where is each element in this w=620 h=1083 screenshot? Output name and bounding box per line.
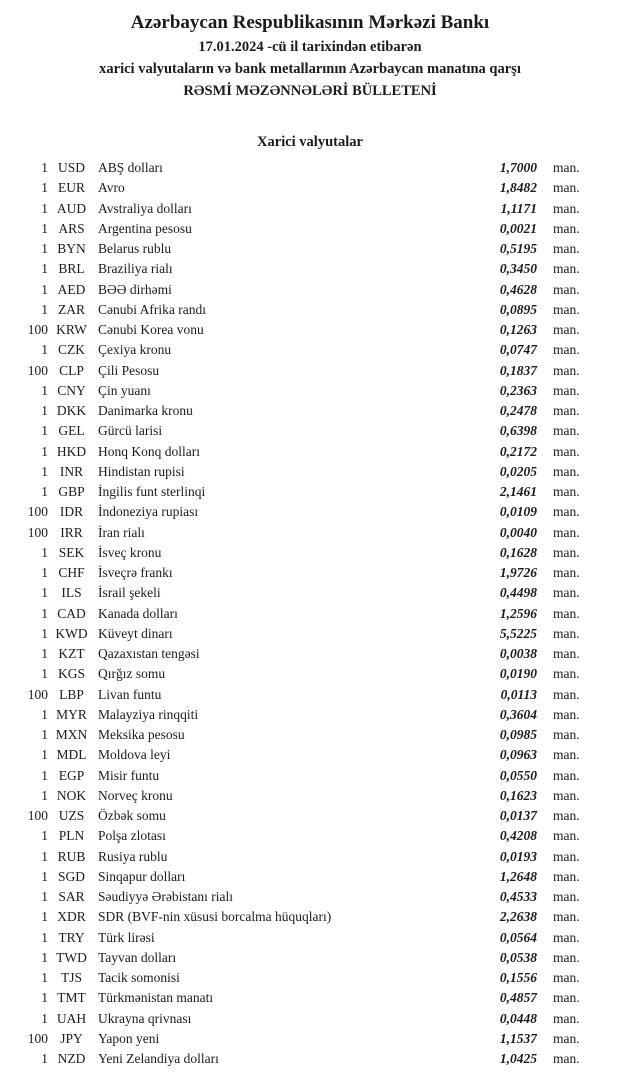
unit-label: man. [553, 1030, 580, 1046]
currency-name: İsrail şekeli [98, 585, 161, 601]
unit-label: man. [553, 342, 580, 358]
rate-value: 0,0113 [500, 686, 537, 702]
unit-label: man. [553, 241, 580, 256]
currency-name: Argentina pesosu [98, 220, 192, 236]
unit-label: man. [553, 504, 580, 520]
unit-label: man. [553, 382, 580, 398]
currency-name: Misir funtu [98, 767, 160, 783]
table-row [0, 259, 620, 279]
currency-name: Malayziya rinqqiti [98, 706, 199, 722]
currency-name: Cənubi Korea vonu [98, 322, 204, 337]
rate-value: 0,0747 [499, 342, 537, 358]
unit-label: man. [553, 949, 580, 965]
currency-name: Tacik somonisi [98, 970, 180, 985]
quantity-value: 1 [41, 706, 48, 722]
quantity-value: 1 [41, 585, 48, 601]
quantity-value: 1 [41, 261, 48, 277]
rate-value: 0,2363 [499, 382, 537, 398]
rate-value: 1,1537 [499, 1030, 537, 1046]
currency-code: UZS [58, 808, 85, 823]
rate-value: 0,0109 [499, 504, 537, 520]
currency-code: CNY [57, 382, 86, 398]
table-row [0, 1009, 620, 1029]
currency-name: Türkmənistan manatı [98, 990, 214, 1006]
currency-code: DKK [56, 403, 87, 418]
currency-code: GEL [58, 423, 85, 439]
currency-name: Belarus rublu [98, 241, 172, 256]
section-title-foreign-currencies: Xarici valyutalar [257, 134, 363, 150]
currency-code: CHF [58, 565, 85, 580]
currency-name: İsveç kronu [98, 544, 162, 560]
rate-value: 0,4628 [499, 281, 537, 297]
rate-value: 1,1171 [500, 200, 537, 216]
currency-code: JPY [60, 1030, 83, 1046]
table-row [0, 928, 620, 948]
unit-label: man. [553, 848, 580, 864]
rate-value: 0,4208 [499, 828, 537, 844]
unit-label: man. [553, 605, 580, 621]
unit-label: man. [553, 808, 580, 823]
rate-value: 0,0895 [499, 301, 537, 317]
quantity-value: 1 [41, 970, 48, 985]
table-row [0, 320, 620, 340]
unit-label: man. [553, 1010, 580, 1026]
effective-date-line: 17.01.2024 -cü il tarixindən etibarən [198, 39, 422, 55]
currency-name: Yeni Zelandiya dolları [98, 1051, 219, 1066]
unit-label: man. [553, 220, 580, 236]
rate-value: 0,1623 [499, 787, 537, 803]
quantity-value: 1 [41, 909, 48, 925]
rate-value: 0,6398 [499, 423, 537, 439]
currency-name: Küveyt dinarı [98, 625, 173, 641]
quantity-value: 1 [41, 1010, 48, 1026]
table-row [0, 847, 620, 867]
rate-value: 0,4857 [499, 990, 537, 1006]
unit-label: man. [553, 706, 580, 722]
rate-value: 0,0040 [499, 524, 537, 540]
currency-code: GBP [58, 484, 85, 499]
rate-value: 1,9726 [499, 565, 537, 580]
unit-label: man. [553, 787, 580, 803]
table-row [0, 340, 620, 360]
bulletin-subtitle: xarici valyutaların və bank metallarının Azərbaycan manatına qarşı [99, 61, 521, 77]
quantity-value: 100 [27, 524, 48, 540]
unit-label: man. [553, 322, 580, 337]
table-row [0, 644, 620, 664]
rate-value: 0,4498 [499, 585, 537, 601]
currency-code: EGP [58, 767, 85, 783]
unit-label: man. [553, 585, 580, 601]
currency-code: XDR [57, 909, 86, 925]
currency-name: Braziliya rialı [98, 261, 173, 277]
currency-code: KRW [56, 322, 87, 337]
currency-name: Ukrayna qrivnası [98, 1010, 192, 1026]
table-row [0, 523, 620, 543]
quantity-value: 1 [41, 666, 48, 682]
quantity-value: 1 [41, 848, 48, 864]
table-row [0, 725, 620, 745]
table-row [0, 361, 620, 381]
currency-name: Cənubi Afrika randı [98, 301, 206, 317]
currency-name: Norveç kronu [98, 787, 173, 803]
rate-value: 0,1837 [499, 362, 537, 378]
table-row [0, 907, 620, 927]
rate-value: 0,3604 [499, 706, 537, 722]
unit-label: man. [553, 686, 580, 702]
currency-name: Səudiyyə Ərəbistanı rialı [98, 889, 233, 904]
table-row [0, 705, 620, 725]
currency-code: HKD [56, 443, 87, 459]
currency-name: Qırğız somu [98, 666, 166, 682]
currency-code: TMT [57, 990, 86, 1006]
currency-name: Özbək somu [98, 808, 166, 823]
table-row [0, 664, 620, 684]
rate-value: 0,0038 [499, 646, 537, 661]
rate-value: 0,0963 [499, 747, 537, 763]
rate-value: 0,0448 [499, 1010, 537, 1026]
quantity-value: 1 [41, 990, 48, 1006]
quantity-value: 1 [41, 889, 48, 904]
quantity-value: 1 [41, 241, 48, 256]
currency-name: Türk lirəsi [98, 929, 155, 945]
quantity-value: 100 [27, 322, 48, 337]
unit-label: man. [553, 484, 580, 499]
quantity-value: 1 [41, 565, 48, 580]
quantity-value: 1 [41, 423, 48, 439]
currency-name: Sinqapur dolları [98, 868, 186, 884]
unit-label: man. [553, 524, 580, 540]
rate-value: 0,4533 [499, 889, 537, 904]
quantity-value: 1 [41, 484, 48, 499]
unit-label: man. [553, 403, 580, 418]
currency-name: Kanada dolları [98, 605, 178, 621]
table-row [0, 381, 620, 401]
currency-code: INR [59, 463, 84, 479]
currency-name: Avro [98, 180, 125, 196]
quantity-value: 1 [41, 160, 48, 175]
table-row [0, 1049, 620, 1069]
table-row [0, 766, 620, 786]
exchange-rates-table [0, 158, 620, 1069]
table-row [0, 948, 620, 968]
currency-code: KZT [58, 646, 85, 661]
currency-name: ABŞ dolları [98, 160, 163, 175]
currency-name: Moldova leyi [98, 747, 171, 763]
rate-value: 0,3450 [499, 261, 537, 277]
unit-label: man. [553, 929, 580, 945]
rate-value: 0,0021 [499, 220, 537, 236]
currency-code: IRR [60, 524, 83, 540]
unit-label: man. [553, 544, 580, 560]
unit-label: man. [553, 301, 580, 317]
currency-code: CLP [59, 362, 84, 378]
unit-label: man. [553, 180, 580, 196]
unit-label: man. [553, 767, 580, 783]
unit-label: man. [553, 990, 580, 1006]
currency-code: TRY [58, 929, 85, 945]
unit-label: man. [553, 646, 580, 661]
table-row [0, 1029, 620, 1049]
unit-label: man. [553, 970, 580, 985]
table-row [0, 421, 620, 441]
currency-name: İngilis funt sterlinqi [98, 484, 206, 499]
currency-code: TJS [60, 970, 82, 985]
currency-name: Çexiya kronu [98, 342, 172, 358]
currency-code: UAH [56, 1010, 87, 1026]
rate-value: 0,0985 [499, 727, 537, 742]
currency-name: Meksika pesosu [98, 727, 185, 742]
rate-value: 0,0550 [499, 767, 537, 783]
currency-name: Yapon yeni [98, 1030, 160, 1046]
quantity-value: 1 [41, 403, 48, 418]
currency-code: CZK [58, 342, 85, 358]
currency-name: Gürcü larisi [98, 423, 163, 439]
table-row [0, 806, 620, 826]
quantity-value: 1 [41, 180, 48, 196]
table-row [0, 178, 620, 198]
currency-code: ARS [58, 220, 85, 236]
rate-value: 0,5195 [499, 241, 537, 256]
currency-name: Çin yuanı [98, 382, 151, 398]
quantity-value: 1 [41, 544, 48, 560]
bulletin-title: RƏSMİ MƏZƏNNƏLƏRİ BÜLLETENİ [183, 83, 437, 99]
quantity-value: 1 [41, 625, 48, 641]
table-row [0, 786, 620, 806]
table-row [0, 826, 620, 846]
quantity-value: 1 [41, 949, 48, 965]
currency-code: PLN [58, 828, 85, 844]
quantity-value: 1 [41, 828, 48, 844]
currency-name: SDR (BVF-nin xüsusi borcalma hüquqları) [98, 909, 332, 925]
rate-value: 0,2478 [499, 403, 537, 418]
quantity-value: 1 [41, 1051, 48, 1066]
currency-code: ILS [61, 585, 82, 601]
currency-name: İndoneziya rupiası [98, 504, 199, 520]
currency-code: MXN [55, 727, 88, 742]
currency-name: İsveçrə frankı [98, 565, 173, 580]
currency-code: ZAR [58, 301, 85, 317]
table-row [0, 543, 620, 563]
rate-value: 0,0193 [499, 848, 537, 864]
quantity-value: 1 [41, 747, 48, 763]
currency-name: Tayvan dolları [98, 949, 177, 965]
quantity-value: 1 [41, 727, 48, 742]
table-row [0, 887, 620, 907]
quantity-value: 100 [27, 808, 48, 823]
table-row [0, 482, 620, 502]
currency-code: SGD [57, 868, 85, 884]
currency-name: Danimarka kronu [98, 403, 193, 418]
rate-value: 0,1263 [499, 322, 537, 337]
table-row [0, 442, 620, 462]
unit-label: man. [553, 261, 580, 277]
rate-value: 0,1556 [499, 970, 537, 985]
currency-name: İran rialı [98, 524, 145, 540]
currency-code: TWD [56, 949, 87, 965]
unit-label: man. [553, 747, 580, 763]
currency-name: Avstraliya dolları [98, 200, 192, 216]
unit-label: man. [553, 666, 580, 682]
rate-value: 0,2172 [499, 443, 537, 459]
rate-value: 0,0564 [499, 929, 537, 945]
currency-code: AUD [56, 200, 87, 216]
quantity-value: 1 [41, 382, 48, 398]
currency-name: BƏƏ dirhəmi [98, 281, 172, 297]
quantity-value: 1 [41, 443, 48, 459]
unit-label: man. [553, 423, 580, 439]
rate-value: 0,1628 [499, 544, 537, 560]
table-row [0, 239, 620, 259]
rate-value: 1,8482 [499, 180, 537, 196]
currency-name: Rusiya rublu [98, 848, 168, 864]
currency-code: NZD [57, 1051, 86, 1066]
quantity-value: 100 [27, 504, 48, 520]
currency-code: AED [57, 281, 86, 297]
quantity-value: 1 [41, 646, 48, 661]
currency-code: LBP [59, 686, 84, 702]
unit-label: man. [553, 828, 580, 844]
table-row [0, 604, 620, 624]
quantity-value: 1 [41, 605, 48, 621]
table-row [0, 988, 620, 1008]
currency-code: CAD [57, 605, 86, 621]
unit-label: man. [553, 443, 580, 459]
currency-code: RUB [57, 848, 86, 864]
table-row [0, 158, 620, 178]
unit-label: man. [553, 160, 580, 175]
quantity-value: 1 [41, 463, 48, 479]
table-row [0, 462, 620, 482]
unit-label: man. [553, 281, 580, 297]
unit-label: man. [553, 909, 580, 925]
table-row [0, 300, 620, 320]
table-row [0, 583, 620, 603]
currency-code: NOK [56, 787, 87, 803]
table-row [0, 502, 620, 522]
unit-label: man. [553, 868, 580, 884]
currency-name: Çili Pesosu [98, 362, 160, 378]
rate-value: 1,7000 [499, 160, 537, 175]
currency-code: KGS [57, 666, 85, 682]
rate-value: 1,0425 [499, 1051, 537, 1066]
currency-code: BRL [58, 261, 85, 277]
quantity-value: 1 [41, 220, 48, 236]
unit-label: man. [553, 565, 580, 580]
bank-title: Azərbaycan Respublikasının Mərkəzi Bankı [130, 12, 490, 33]
quantity-value: 1 [41, 929, 48, 945]
unit-label: man. [553, 200, 580, 216]
currency-code: KWD [55, 625, 88, 641]
quantity-value: 1 [41, 281, 48, 297]
rate-value: 0,0205 [499, 463, 537, 479]
rate-value: 0,0538 [499, 949, 537, 965]
currency-code: USD [57, 160, 85, 175]
rate-value: 2,1461 [499, 484, 537, 499]
table-row [0, 968, 620, 988]
quantity-value: 100 [27, 362, 48, 378]
rate-value: 1,2648 [499, 868, 537, 884]
currency-code: BYN [57, 241, 86, 256]
currency-code: SEK [58, 544, 85, 560]
unit-label: man. [553, 727, 580, 742]
rate-value: 2,2638 [499, 909, 537, 925]
table-row [0, 401, 620, 421]
unit-label: man. [553, 889, 580, 904]
currency-name: Qazaxıstan tengəsi [98, 646, 200, 661]
rate-value: 1,2596 [499, 605, 537, 621]
quantity-value: 1 [41, 200, 48, 216]
table-row [0, 867, 620, 887]
table-row [0, 624, 620, 644]
rate-value: 0,0190 [499, 666, 537, 682]
unit-label: man. [553, 463, 580, 479]
currency-name: Livan funtu [98, 686, 162, 702]
currency-code: MDL [56, 747, 87, 763]
currency-name: Hindistan rupisi [98, 463, 185, 479]
quantity-value: 1 [41, 868, 48, 884]
quantity-value: 1 [41, 787, 48, 803]
currency-code: EUR [58, 180, 85, 196]
table-row [0, 685, 620, 705]
rate-value: 5,5225 [499, 625, 537, 641]
currency-name: Honq Konq dolları [98, 443, 200, 459]
currency-code: SAR [58, 889, 85, 904]
unit-label: man. [553, 1051, 580, 1066]
rate-value: 0,0137 [499, 808, 537, 823]
table-row [0, 199, 620, 219]
currency-code: MYR [56, 706, 87, 722]
quantity-value: 1 [41, 767, 48, 783]
currency-code: IDR [59, 504, 84, 520]
table-row [0, 219, 620, 239]
table-row [0, 563, 620, 583]
table-row [0, 280, 620, 300]
table-row [0, 745, 620, 765]
quantity-value: 100 [27, 1030, 48, 1046]
quantity-value: 1 [41, 301, 48, 317]
bulletin-header [0, 0, 620, 102]
quantity-value: 100 [27, 686, 48, 702]
quantity-value: 1 [41, 342, 48, 358]
unit-label: man. [553, 625, 580, 641]
unit-label: man. [553, 362, 580, 378]
currency-name: Polşa zlotası [98, 828, 166, 844]
